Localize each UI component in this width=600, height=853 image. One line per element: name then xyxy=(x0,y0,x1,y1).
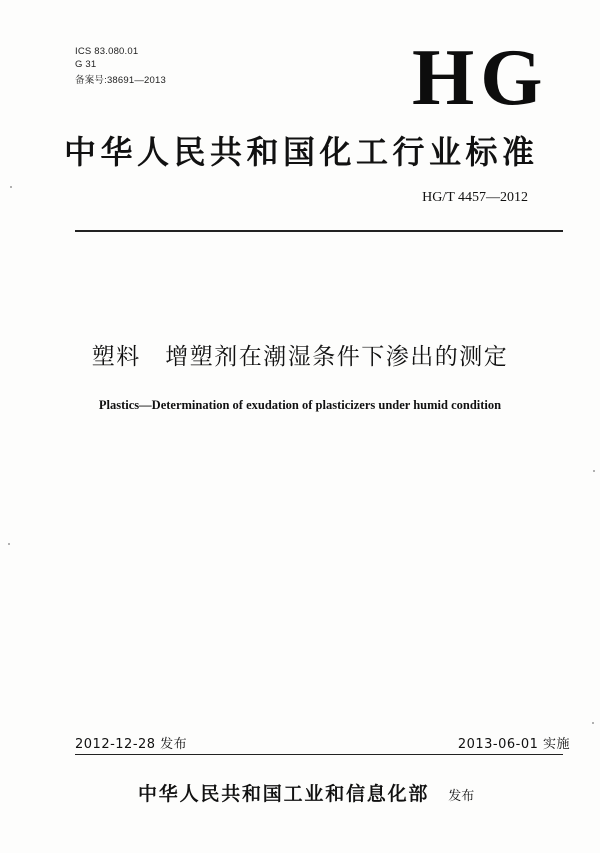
issuer-name: 中华人民共和国工业和信息化部 xyxy=(138,783,430,805)
standard-category-title: 中华人民共和国化工行业标准 xyxy=(64,133,539,171)
ccs-code: G 31 xyxy=(75,59,97,70)
scan-speck xyxy=(592,722,594,724)
issue-date: 2012-12-28 发布 xyxy=(75,737,188,752)
header-divider xyxy=(75,230,563,232)
standard-number: HG/T 4457—2012 xyxy=(422,190,528,205)
implementation-date: 2013-06-01 实施 xyxy=(457,737,570,752)
scan-speck xyxy=(10,186,12,188)
document-title-en: Plastics—Determination of exudation of plasticizers under humid condition xyxy=(98,398,502,412)
hg-logo: HG xyxy=(412,34,549,122)
footer-divider xyxy=(75,754,563,755)
issuer-line xyxy=(138,779,474,806)
record-number: 备案号:38691—2013 xyxy=(75,75,166,86)
ics-code: ICS 83.080.01 xyxy=(75,46,139,57)
issuer-action: 发布 xyxy=(448,789,475,804)
document-title-cn: 塑料 增塑剂在潮湿条件下渗出的测定 xyxy=(91,344,509,370)
scan-speck xyxy=(593,470,595,472)
scan-speck xyxy=(8,543,10,545)
